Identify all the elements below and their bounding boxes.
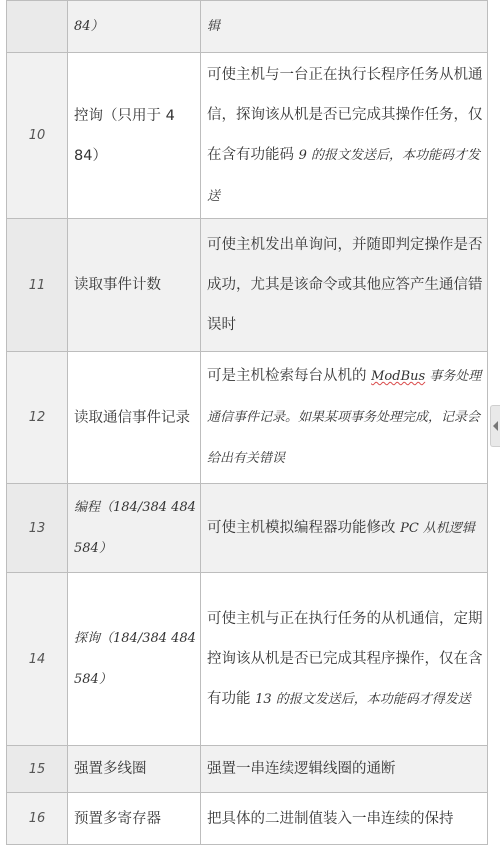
row-number: 15 — [7, 746, 68, 793]
desc-segment: 9 的报文发送后，本功能码才发送 — [207, 147, 481, 204]
row-number: 16 — [7, 793, 68, 845]
row-description — [201, 219, 488, 352]
desc-segment: 强置一串连续逻辑线圈的通断 — [207, 761, 396, 777]
table-row — [7, 219, 488, 352]
row-name: 预置多寄存器 — [68, 793, 201, 845]
row-name — [68, 573, 201, 746]
table-row — [7, 53, 488, 219]
row-number: 13 — [7, 484, 68, 573]
row-name: 读取事件计数 — [68, 219, 201, 352]
table-row — [7, 746, 488, 793]
side-collapse-tab[interactable] — [490, 405, 500, 447]
row-name: 读取通信事件记录 — [68, 352, 201, 484]
desc-segment: 把具体的二进制值装入一串连续的保持 — [207, 810, 454, 827]
desc-segment: 可使主机与一台正在执行长程序任务从机通信，探询该从机是否已完成其操作任务，仅在含有功能码 — [207, 66, 483, 163]
desc-segment: ModBus — [371, 369, 426, 384]
row-number: 10 — [7, 53, 68, 219]
row-name — [68, 484, 201, 573]
row-number: 12 — [7, 352, 68, 484]
desc-segment: 辑 — [207, 19, 221, 34]
table-row — [7, 573, 488, 746]
row-number: 11 — [7, 219, 68, 352]
row-description — [201, 573, 488, 746]
row-description — [201, 793, 488, 845]
chevron-left-icon — [493, 421, 498, 431]
row-description — [201, 746, 488, 793]
row-description — [201, 53, 488, 219]
row-description — [201, 1, 488, 53]
function-code-table — [6, 0, 488, 845]
row-number — [7, 1, 68, 53]
table-row — [7, 484, 488, 573]
desc-segment: 事务处理通信事件记录。如果某项事务处理完成，记录会给出有关错误 — [207, 369, 482, 466]
row-name: 强置多线圈 — [68, 746, 201, 793]
table-row — [7, 793, 488, 845]
row-name — [68, 53, 201, 219]
row-name-text: 探询（184/384 484 584） — [74, 631, 196, 687]
row-name-text: 控询（只用于 4 84） — [74, 107, 175, 164]
desc-segment: 可是主机检索每台从机的 — [207, 368, 372, 384]
table-row — [7, 352, 488, 484]
row-number: 14 — [7, 573, 68, 746]
row-name-text: 编程（184/384 484 584） — [74, 500, 196, 556]
desc-segment: 13 的报文发送后，本功能码才得发送 — [255, 691, 471, 707]
row-name: 84） — [68, 1, 201, 53]
table-body — [7, 1, 488, 845]
desc-segment: PC 从机逻辑 — [400, 520, 475, 536]
desc-segment: 可使主机与正在执行任务的从机通信，定期控询该从机是否已完成其程序操作，仅在含有功能 — [207, 610, 483, 707]
desc-segment: 可使主机发出单询问，并随即判定操作是否成功，尤其是该命令或其他应答产生通信错误时 — [207, 237, 483, 333]
table-row — [7, 1, 488, 53]
row-description — [201, 484, 488, 573]
row-description — [201, 352, 488, 484]
desc-segment: 可使主机模拟编程器功能修改 — [207, 519, 401, 536]
